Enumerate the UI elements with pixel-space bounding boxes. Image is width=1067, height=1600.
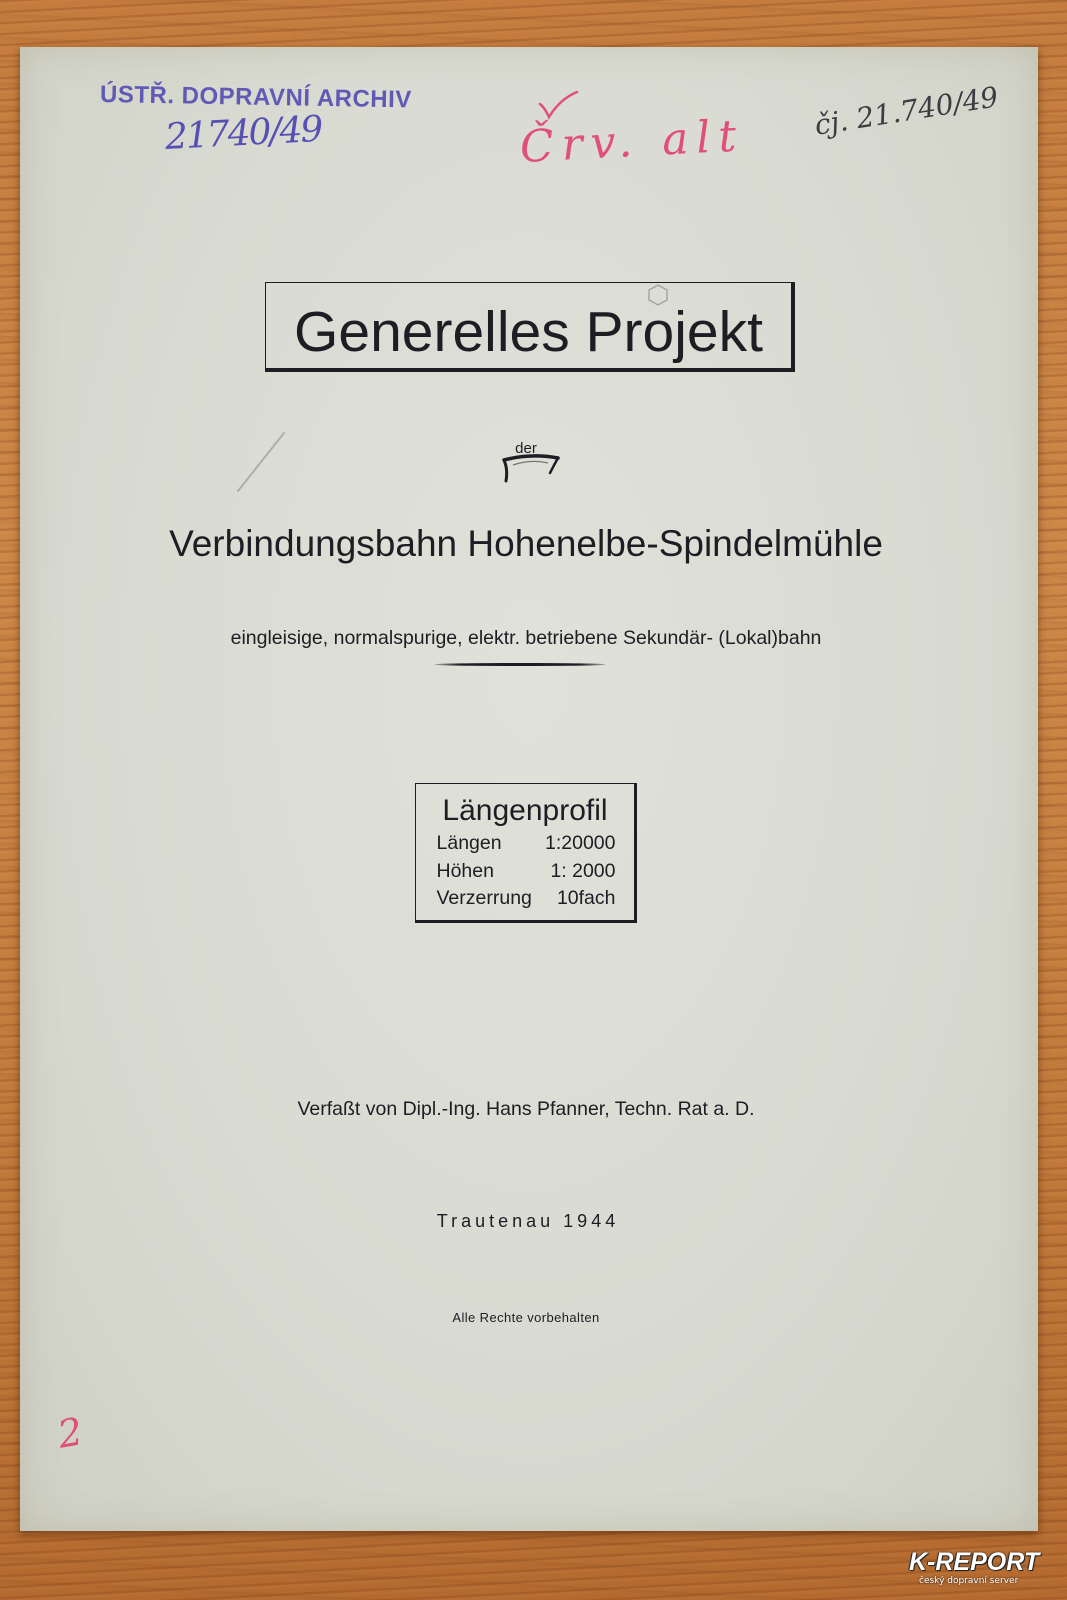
- profile-row-label: Längen: [436, 832, 502, 854]
- watermark-brand: K-REPORT: [909, 1548, 1040, 1576]
- profile-row-value: 1:20000: [545, 832, 616, 854]
- profile-row-label: Höhen: [436, 859, 494, 882]
- red-handwritten-note: Črv. alt: [518, 110, 746, 173]
- divider-rule: [435, 663, 605, 666]
- author-line: Verfaßt von Dipl.-Ing. Hans Pfanner, Techn. Rat a. D.: [297, 1098, 755, 1120]
- hexagon-mark-icon: [646, 283, 670, 307]
- place-year: Trautenau 1944: [436, 1211, 620, 1231]
- reference-number-handwritten: čj. 21.740/49: [812, 80, 1001, 142]
- watermark-tagline: český dopravní server: [919, 1576, 1019, 1586]
- connector-word: der: [515, 440, 537, 457]
- archive-stamp: ÚSTŘ. DOPRAVNÍ ARCHIV: [99, 81, 413, 114]
- railway-name: Verbindungsbahn Hohenelbe-Spindelmühle: [169, 523, 883, 564]
- ornament-inner-arc: [513, 461, 548, 465]
- pencil-mark: [230, 427, 294, 499]
- title-box: [265, 282, 795, 372]
- ornament-arch: [504, 456, 558, 460]
- profile-row: [416, 830, 634, 858]
- check-mark-stroke: [540, 92, 577, 117]
- profile-row-label: Verzerrung: [436, 887, 532, 909]
- red-page-mark: 2: [54, 1409, 86, 1457]
- profile-row: [416, 885, 634, 913]
- arch-ornament-icon: [498, 450, 564, 486]
- profile-heading: Längenprofil: [442, 794, 608, 827]
- hexagon-outline: [649, 285, 667, 305]
- archive-number-handwritten: 21740/49: [163, 108, 323, 158]
- ornament-right-hook: [550, 458, 558, 473]
- profile-box: [415, 783, 637, 923]
- profile-row-value: 1: 2000: [550, 859, 616, 882]
- k-report-watermark: [909, 1548, 1049, 1587]
- ornament-left-hook: [504, 460, 507, 481]
- profile-row-value: 10fach: [556, 887, 616, 909]
- check-mark-icon: [538, 90, 580, 122]
- rights-notice: Alle Rechte vorbehalten: [452, 1310, 600, 1325]
- document-title: Generelles Projekt: [294, 300, 763, 364]
- profile-row: [416, 858, 634, 886]
- document-cover-page: [20, 47, 1038, 1531]
- railway-description: eingleisige, normalspurige, elektr. betriebene Sekundär- (Lokal)bahn: [230, 627, 822, 649]
